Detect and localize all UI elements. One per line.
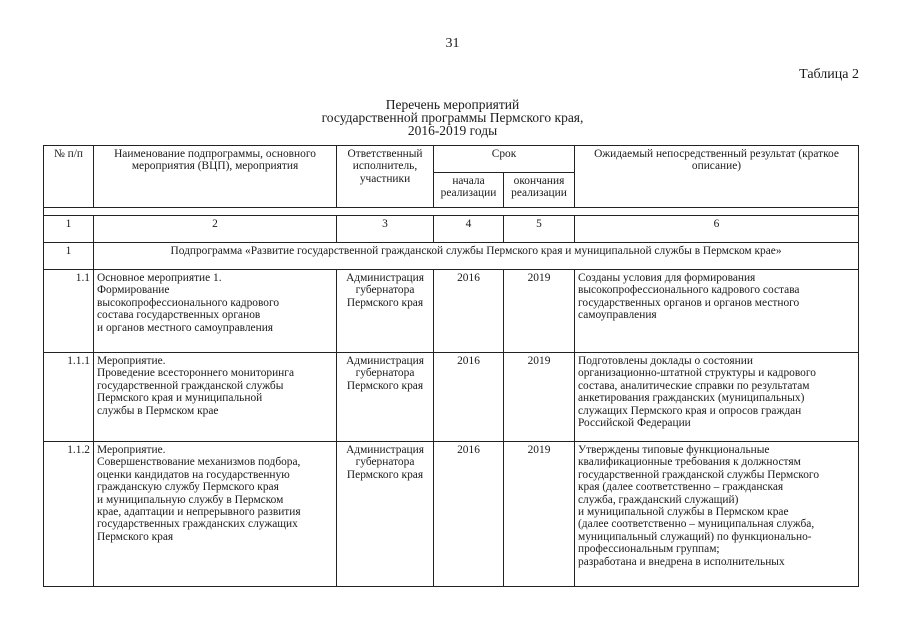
text-line: Пермского края [346,468,424,481]
text-line: Мероприятие. [97,355,166,367]
text-line: муниципальный служащий) по функционально- [578,530,812,543]
text-line: и муниципальную службу в Пермском [97,493,284,506]
text-line: государственных гражданских служащих [97,518,298,531]
column-number: 1 [44,216,94,243]
header-end: окончания реализации [504,173,575,208]
header-gap [44,208,859,216]
text-line: и органов местного самоуправления [97,321,274,334]
text-line: Российской Федерации [578,417,691,430]
header-name: Наименование подпрограммы, основного мероприятия (ВЦП), мероприятия [94,146,337,208]
header-term: Срок [434,146,575,173]
text-line: Пермского края [346,296,424,309]
text-line: Проведение всестороннего мониторинга [97,367,295,380]
text-line: гражданскую службу Пермского края [97,481,279,494]
row-result [575,442,859,587]
table-label: Таблица 2 [799,67,859,82]
text-line: службы в Пермском крае [97,404,219,417]
text-line: государственной гражданской службы [97,379,284,392]
row-executor [337,353,434,442]
row-result [575,270,859,353]
text-line: края (далее соответственно – гражданская [578,481,784,494]
text-line: Мероприятие. [97,444,166,456]
row-end: 2019 [504,270,575,353]
header-start: начала реализации [434,173,504,208]
text-line: высокопрофессионального кадрового [97,296,280,309]
text-line: организационно-штатной структуры и кадрового [578,367,816,380]
row-result [575,353,859,442]
text-line: государственной гражданской службы Пермского [578,468,820,481]
text-line: разработана и внедрена в исполнительных [578,555,785,568]
text-line: Пермского края [346,379,424,392]
title-line: государственной программы Пермского края, [321,110,584,125]
document-title [0,98,905,137]
row-end: 2019 [504,442,575,587]
row-start: 2016 [434,442,504,587]
page-number: 31 [445,36,460,51]
text-line: крае, адаптации и непрерывного развития [97,506,301,519]
text-line: Пермского края [97,530,174,543]
column-number: 3 [337,216,434,243]
text-line: (далее соответственно – муниципальная служба, [578,518,815,531]
row-num: 1.1.2 [44,442,94,587]
table-row [44,353,859,442]
text-line: высокопрофессионального кадрового состава [578,284,800,297]
subprogram-num: 1 [44,243,94,270]
header-num: № п/п [44,146,94,208]
text-line: и муниципальной службы в Пермском крае [578,506,789,519]
text-line: государственных органов и органов местного [578,296,800,309]
table-row [44,442,859,587]
text-line: Совершенствование механизмов подбора, [97,456,301,469]
text-line: профессиональным группам; [578,543,720,556]
text-line: оценки кандидатов на государственную [97,468,290,481]
text-line: Пермского края и муниципальной [97,392,263,405]
table-row [44,270,859,353]
text-line: губернатора [355,367,415,380]
text-line: состава, аналитические справки по результатам [578,379,810,392]
text-line: Подготовлены доклады о состоянии [578,355,753,367]
text-line: Утверждены типовые функциональные [578,444,770,456]
subprogram-title: Подпрограмма «Развитие государственной гражданской службы Пермского края и муниципальной службы в Пермском крае» [94,243,859,270]
text-line: губернатора [355,284,415,297]
measures-table [43,145,859,587]
row-name [94,442,337,587]
text-line: Формирование [97,284,170,297]
row-start: 2016 [434,353,504,442]
text-line: Администрация [346,444,424,456]
text-line: служба, гражданский служащий) [578,493,739,506]
row-executor [337,270,434,353]
row-name [94,270,337,353]
column-number: 4 [434,216,504,243]
text-line: Администрация [346,355,424,367]
text-line: Основное мероприятие 1. [97,272,222,284]
header-result: Ожидаемый непосредственный результат (краткое описание) [575,146,859,208]
row-executor [337,442,434,587]
row-num: 1.1.1 [44,353,94,442]
title-line: 2016-2019 годы [407,123,498,138]
row-start: 2016 [434,270,504,353]
text-line: состава государственных органов [97,309,261,322]
title-line: Перечень мероприятий [385,97,520,112]
header-executor: Ответственный исполнитель, участники [337,146,434,208]
text-line: квалификационные требования к должностям [578,456,801,469]
text-line: Администрация [346,272,424,284]
column-number: 5 [504,216,575,243]
text-line: самоуправления [578,309,657,322]
text-line: губернатора [355,456,415,469]
row-num: 1.1 [44,270,94,353]
text-line: анкетирования гражданских (муниципальных) [578,392,805,405]
column-number: 2 [94,216,337,243]
column-number: 6 [575,216,859,243]
row-name [94,353,337,442]
row-end: 2019 [504,353,575,442]
text-line: Созданы условия для формирования [578,272,756,284]
text-line: служащих Пермского края и опросов граждан [578,404,802,417]
